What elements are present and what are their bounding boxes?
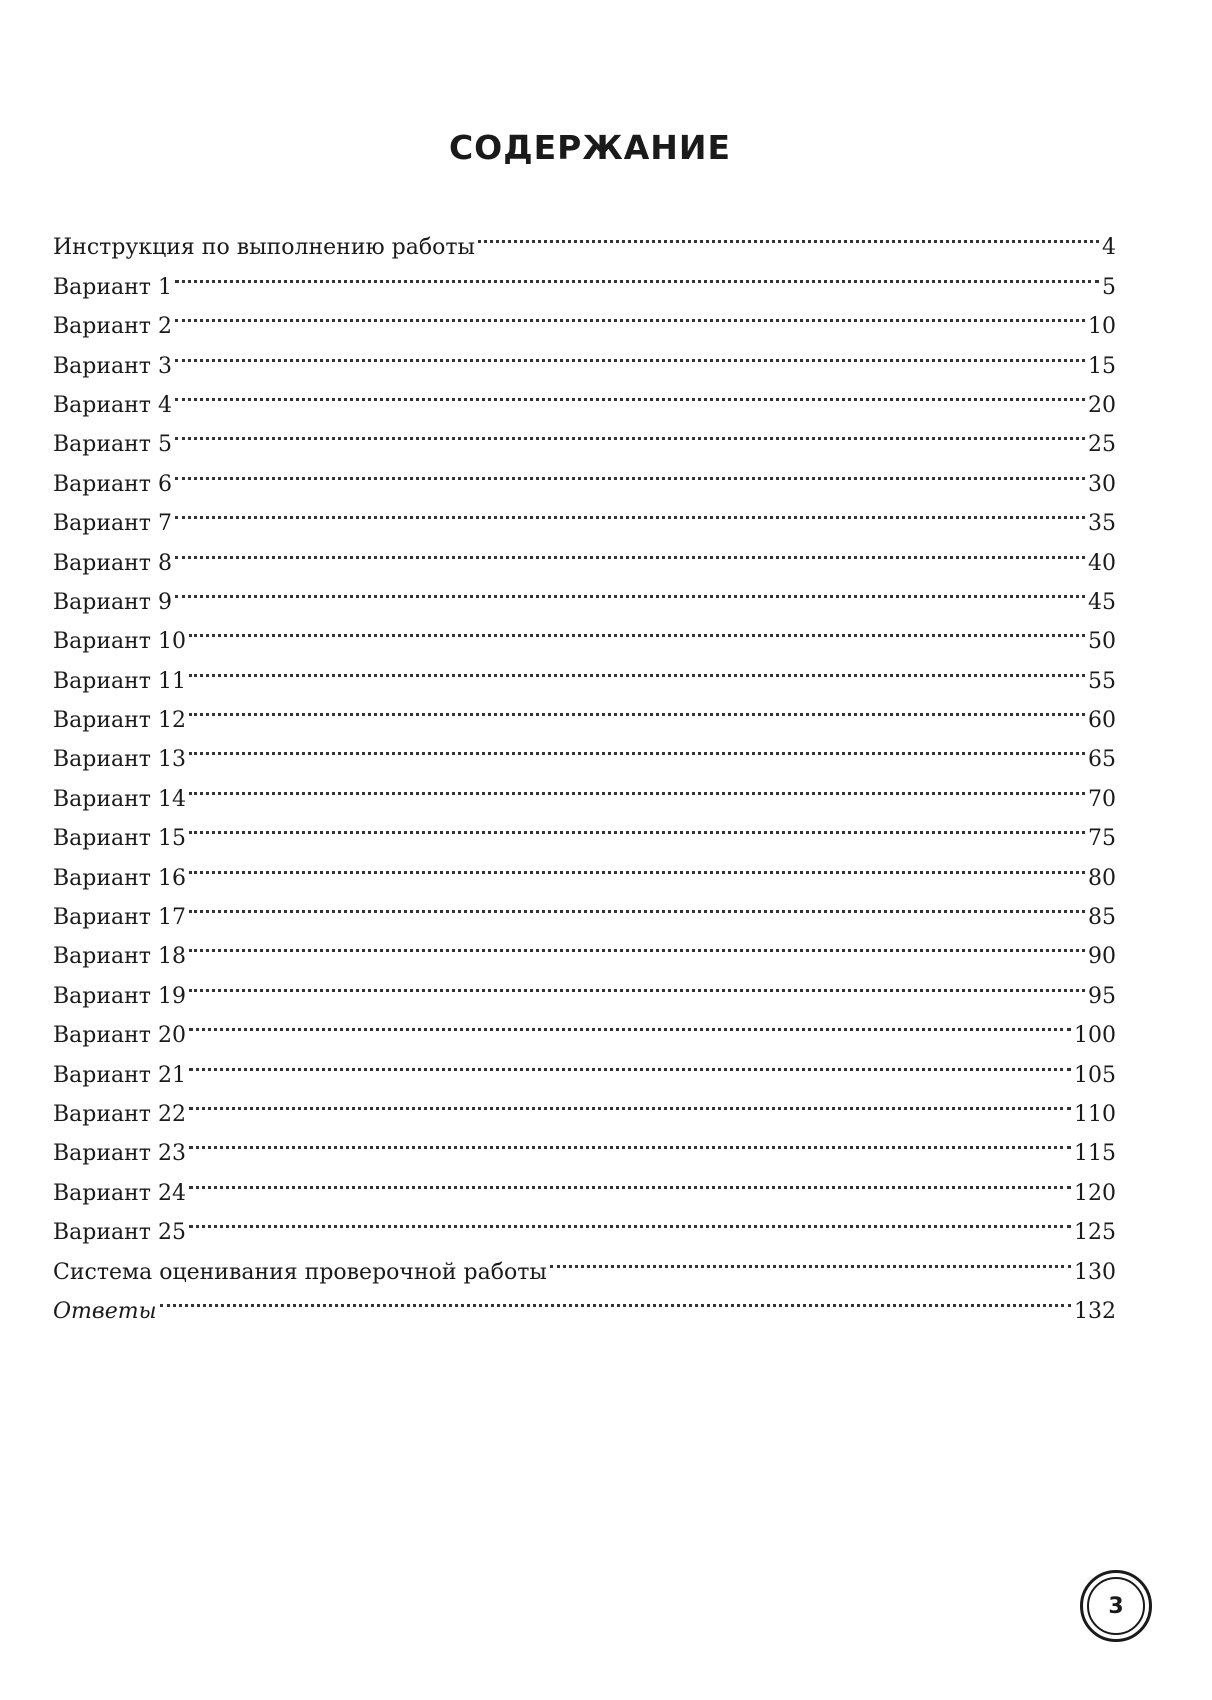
- toc-entry: [53, 885, 1116, 931]
- toc-entry-label: Вариант 23: [53, 1141, 186, 1167]
- toc-entry: [53, 451, 1116, 497]
- toc-entry-label: Вариант 11: [53, 668, 186, 694]
- toc-entry: [53, 491, 1116, 537]
- toc-entry-page: 35: [1088, 511, 1116, 537]
- toc-entry-label: Система оценивания проверочной работы: [53, 1259, 547, 1285]
- toc-entry-label: Вариант 4: [53, 392, 172, 418]
- toc-entry: [53, 1200, 1116, 1246]
- toc-entry-page: 40: [1088, 550, 1116, 576]
- toc-dot-leader: [189, 727, 1085, 766]
- toc-entry-page: 95: [1088, 983, 1116, 1009]
- toc-entry-label: Вариант 7: [53, 511, 172, 537]
- toc-entry: [53, 845, 1116, 891]
- toc-entry: [53, 1121, 1116, 1167]
- toc-entry-page: 105: [1074, 1062, 1116, 1088]
- toc-entry-label: Вариант 19: [53, 983, 186, 1009]
- toc-entry-label: Вариант 22: [53, 1101, 186, 1127]
- toc-entry-label: Вариант 12: [53, 708, 186, 734]
- toc-entry-label: Вариант 5: [53, 432, 172, 458]
- toc-entry: [53, 412, 1116, 458]
- page-title: СОДЕРЖАНИЕ: [448, 128, 732, 167]
- toc-entry-page: 65: [1088, 747, 1116, 773]
- toc-entry-page: 90: [1088, 944, 1116, 970]
- toc-entry-page: 5: [1102, 274, 1116, 300]
- toc-dot-leader: [175, 254, 1099, 293]
- toc-entry-page: 100: [1074, 1023, 1116, 1049]
- toc-entry-page: 130: [1074, 1259, 1116, 1285]
- toc-dot-leader: [189, 609, 1085, 648]
- toc-dot-leader: [189, 1042, 1071, 1081]
- toc-entry-page: 15: [1088, 353, 1116, 379]
- toc-entry-page: 4: [1102, 235, 1116, 261]
- toc-entry: [53, 1279, 1116, 1324]
- toc-entry-label: Инструкция по выполнению работы: [53, 235, 476, 261]
- toc-entry-label: Вариант 13: [53, 747, 186, 773]
- toc-entry: [53, 254, 1116, 300]
- toc-entry-label: Вариант 1: [53, 274, 172, 300]
- toc-entry: [53, 333, 1116, 379]
- toc-dot-leader: [189, 766, 1085, 805]
- toc-entry-page: 70: [1088, 786, 1116, 812]
- toc-dot-leader: [189, 963, 1085, 1002]
- toc-entry-page: 25: [1088, 432, 1116, 458]
- toc-dot-leader: [189, 1082, 1071, 1121]
- toc-dot-leader: [189, 885, 1085, 924]
- toc-dot-leader: [175, 333, 1085, 372]
- toc-entry-label: Вариант 2: [53, 314, 172, 340]
- toc-entry: [53, 1042, 1116, 1088]
- toc-entry: [53, 294, 1116, 340]
- toc-entry-page: 10: [1088, 314, 1116, 340]
- toc-entry-label: Вариант 8: [53, 550, 172, 576]
- toc-entry-label: Вариант 15: [53, 826, 186, 852]
- toc-dot-leader: [189, 924, 1085, 963]
- toc-entry: [53, 530, 1116, 576]
- toc-entry: [53, 1239, 1116, 1285]
- toc-entry-label: Вариант 14: [53, 786, 186, 812]
- toc-dot-leader: [175, 373, 1085, 412]
- toc-dot-leader: [189, 688, 1085, 727]
- toc-entry-label: Вариант 17: [53, 905, 186, 931]
- toc-dot-leader: [189, 845, 1085, 884]
- toc-entry-page: 80: [1088, 865, 1116, 891]
- toc-entry-label: Вариант 6: [53, 471, 172, 497]
- toc-dot-leader: [160, 1279, 1071, 1318]
- toc-entry-page: 55: [1088, 668, 1116, 694]
- toc-entry-label: Вариант 24: [53, 1180, 186, 1206]
- toc-entry-label: Вариант 9: [53, 589, 172, 615]
- toc-dot-leader: [189, 1121, 1071, 1160]
- toc-dot-leader: [175, 491, 1085, 530]
- toc-dot-leader: [189, 648, 1085, 687]
- toc-entry: [53, 688, 1116, 734]
- toc-entry-label: Вариант 10: [53, 629, 186, 655]
- toc-dot-leader: [175, 412, 1085, 451]
- toc-entry-label: Вариант 16: [53, 865, 186, 891]
- toc-entry-page: 115: [1074, 1141, 1116, 1167]
- toc-entry-label: Ответы: [53, 1298, 157, 1324]
- toc-entry: [53, 963, 1116, 1009]
- toc-entry-label: Вариант 25: [53, 1220, 186, 1246]
- toc-dot-leader: [175, 530, 1085, 569]
- toc-entry: [53, 648, 1116, 694]
- toc-entry: [53, 924, 1116, 970]
- toc-entry-page: 50: [1088, 629, 1116, 655]
- toc-entry-page: 20: [1088, 392, 1116, 418]
- toc-dot-leader: [175, 451, 1085, 490]
- toc-entry: [53, 1082, 1116, 1127]
- toc-entry: [53, 1003, 1116, 1049]
- toc-entry: [53, 806, 1116, 852]
- toc-dot-leader: [189, 1003, 1071, 1042]
- toc-entry: [53, 727, 1116, 773]
- toc-entry-label: Вариант 20: [53, 1023, 186, 1049]
- toc-entry-page: 30: [1088, 471, 1116, 497]
- toc-entry-page: 85: [1088, 905, 1116, 931]
- toc-dot-leader: [175, 294, 1085, 333]
- toc-entry-label: Вариант 18: [53, 944, 186, 970]
- toc-entry: [53, 1160, 1116, 1206]
- toc-dot-leader: [189, 1200, 1071, 1239]
- toc-entry-label: Вариант 21: [53, 1062, 186, 1088]
- toc-entry-page: 125: [1074, 1220, 1116, 1246]
- toc-entry: [53, 373, 1116, 418]
- toc-dot-leader: [189, 806, 1085, 845]
- toc-entry-page: 45: [1088, 589, 1116, 615]
- toc-entry: [53, 609, 1116, 655]
- toc-entry-page: 132: [1074, 1298, 1116, 1324]
- toc-entry-label: Вариант 3: [53, 353, 172, 379]
- toc-entry: [53, 570, 1116, 615]
- toc-entry: [53, 766, 1116, 812]
- toc-dot-leader: [175, 570, 1085, 609]
- page-number-badge: [1080, 1570, 1152, 1642]
- toc-entry-page: 75: [1088, 826, 1116, 852]
- toc-entry: [53, 215, 1116, 261]
- toc-dot-leader: [478, 215, 1099, 254]
- toc-entry-page: 110: [1074, 1101, 1116, 1127]
- toc-entry-page: 120: [1074, 1180, 1116, 1206]
- table-of-contents: [53, 215, 1116, 1324]
- toc-entry-page: 60: [1088, 708, 1116, 734]
- page-number: 3: [1087, 1577, 1145, 1635]
- toc-dot-leader: [189, 1160, 1071, 1199]
- toc-dot-leader: [550, 1239, 1071, 1278]
